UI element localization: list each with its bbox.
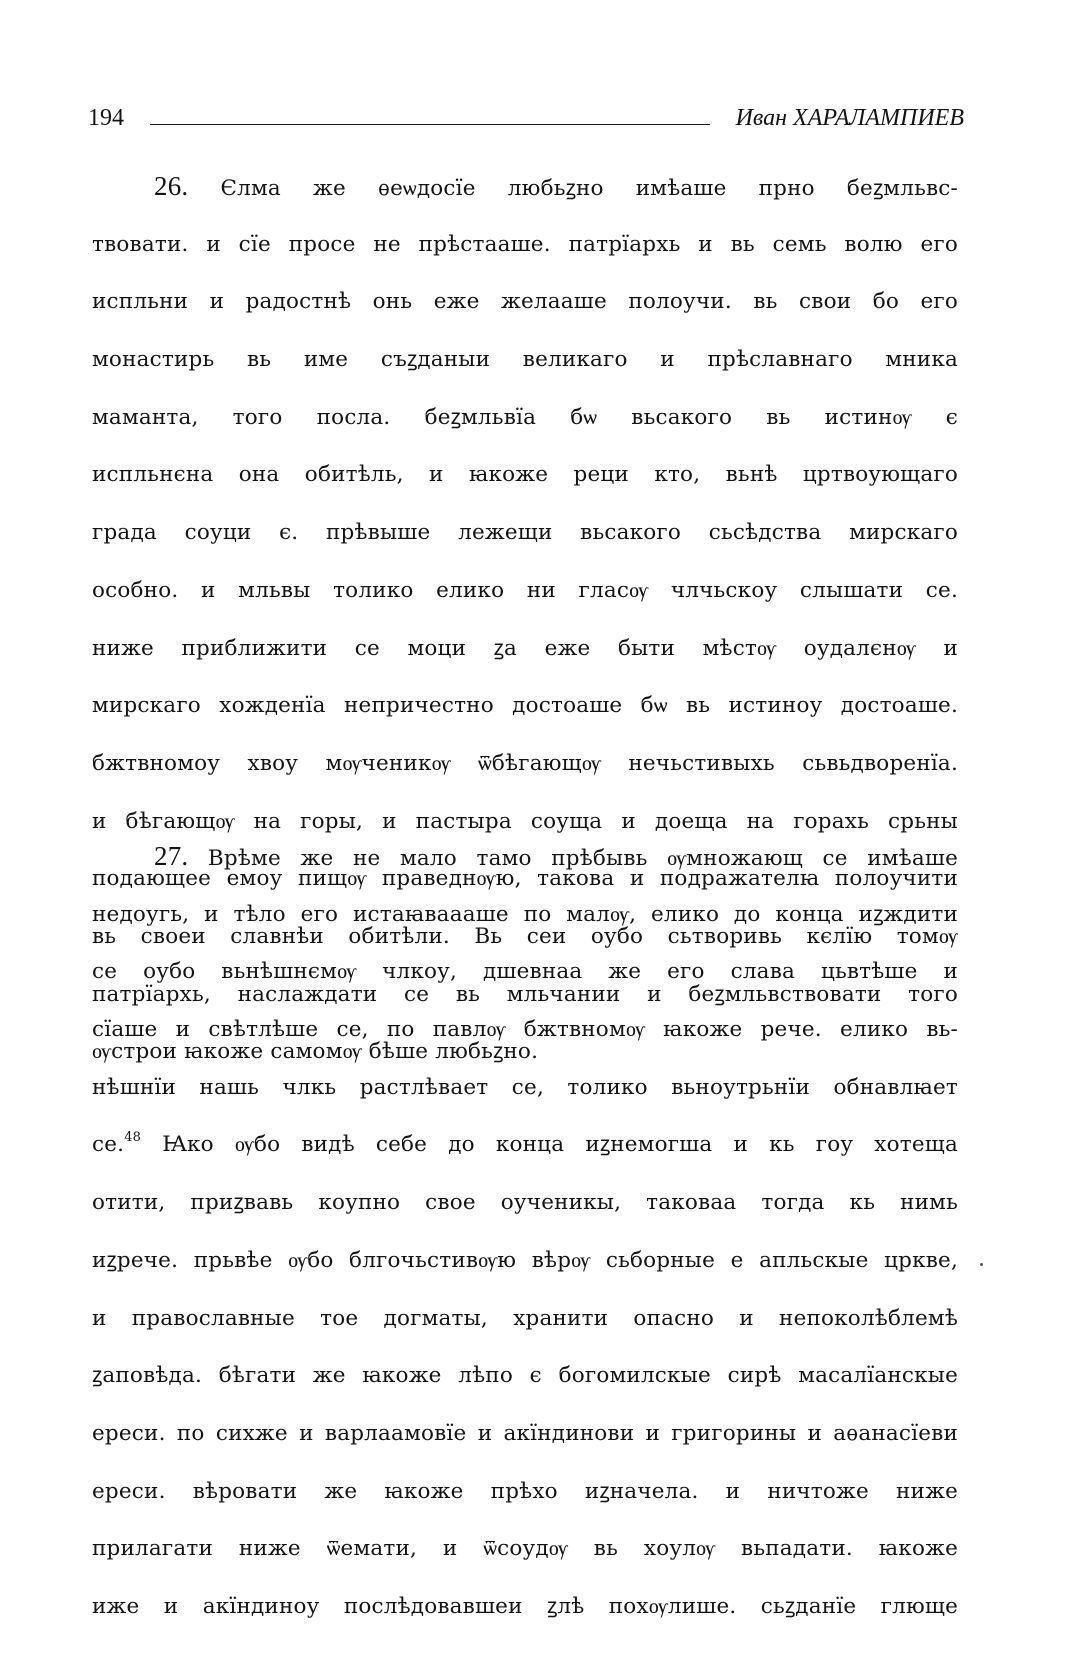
text-line: бжтвномоу хвоу мѹченикѹ ѿбѣгающѹ нечьстивыхь сьвьдворенїа. <box>92 750 958 776</box>
paragraph-27 <box>92 828 958 1636</box>
ink-speck <box>980 1263 983 1266</box>
text-line: и бѣгающѹ на горы, и пастыра соуща и доеща на горахь срьны <box>92 808 958 834</box>
text-line: сїаше и свѣтлѣше се, по павлѹ бжтвномѹ ꙗкоже рече. елико вь- <box>92 1017 958 1043</box>
text-line: испльни и радостнѣ онь еже желааше полоучи. вь свои бо его <box>92 289 958 315</box>
text-line: града соуци є. прѣвыше лежещи вьсакого сьсѣдства мирскаго <box>92 520 958 546</box>
text-line: отити, приꙁвавь коупно свое оученикы, таковаа тогда кь нимь <box>92 1190 958 1216</box>
text-line: и православные тое догматы, хранити опасно и непоколѣблемѣ <box>92 1305 958 1331</box>
text-line: твовати. и сїе просе не прѣстааше. патрїархь и вь семь волю его <box>92 231 958 257</box>
page-header <box>88 100 964 140</box>
text-line: иже и акїндиноу послѣдовавшеи ꙁлѣ похѹлише. сьꙁданїе глюще <box>92 1593 958 1619</box>
text-line: мирскаго хожденїа непричестно достоаше бѡ вь истиноу достоаше. <box>92 693 958 719</box>
text-line: прилагати ниже ѿемати, и ѿсоудѹ вь хоулѹ вьпадати. ꙗкоже <box>92 1536 958 1562</box>
text-line: монастирь вь име съꙁданыи великаго и прѣславнаго мника <box>92 347 958 373</box>
text-line: 27. Врѣме же не мало тамо прѣбывь ѹмножающ се имѣаше <box>154 841 958 871</box>
text-line: се.$^{48}$ Ꙗко ѹбо видѣ себе до конца иꙁнемогша и кь гоу хотеща <box>92 1130 958 1158</box>
text-line: вь своеи славнѣи обитѣли. Вь сеи оубо сьтворивь кєлїю томѹ <box>92 923 958 949</box>
text-line: ниже приближити се моци ꙁа еже быти мѣстѹ оудалєнѹ и <box>92 635 958 661</box>
text-line: ꙁаповѣда. бѣгати же ꙗкоже лѣпо є богомилскые сирѣ масалїанскые <box>92 1363 958 1389</box>
text-line: недоугь, и тѣло его истаꙗваааше по малѹ, елико до конца иꙁждити <box>92 901 958 927</box>
text-line: иꙁрече. прьвѣе ѹбо блгочьстивѹю вѣрѹ сьборные е апльскые цркве, <box>92 1247 958 1273</box>
paragraph-number: 27. <box>154 841 189 871</box>
footnote-marker: 48 <box>124 1130 142 1146</box>
text-line: ереси. вѣровати же ꙗкоже прѣхо иꙁначела. и ничтоже ниже <box>92 1478 958 1504</box>
text-line: испльнєна она обитѣль, и ꙗкоже реци кто, вьнѣ цртвоующаго <box>92 462 958 488</box>
running-head: Иван ХАРАЛАМПИЕВ <box>735 105 964 131</box>
text-line: особно. и мльвы толико елико ни гласѹ члчьскоу слышати се. <box>92 577 958 603</box>
text-line: нѣшнїи нашь члкь растлѣвает се, толико вьноутрьнїи обнавлꙗет <box>92 1074 958 1100</box>
text-line: се оубо вьнѣшнємѹ члкоу, дшевнаа же его слава цьвтѣше и <box>92 959 958 985</box>
text-line: мамантa, того посла. беꙁмльвїа бѡ вьсакого вь истинѹ є <box>92 404 958 430</box>
paragraph-number: 26. <box>154 171 189 201</box>
text-line: подающее емоу пищѹ праведнѹю, такова и подражателꙗ полоучити <box>92 866 958 892</box>
header-rule <box>150 124 710 125</box>
text-line: патрїархь, наслаждати се вь мльчании и беꙁмльвствовати того <box>92 981 958 1007</box>
text-line: ереси. по сихже и варлаамовїе и акїндинови и григорины и аѳанасїеви <box>92 1420 958 1446</box>
page-number: 194 <box>88 105 124 131</box>
text-line: ѹстрои ꙗкоже самомѹ бѣше любьꙁно. <box>92 1039 539 1065</box>
text-line: 26. Єлма же ѳеѡдосїе любьꙁно имѣаше прно беꙁмльвс- <box>154 171 958 201</box>
